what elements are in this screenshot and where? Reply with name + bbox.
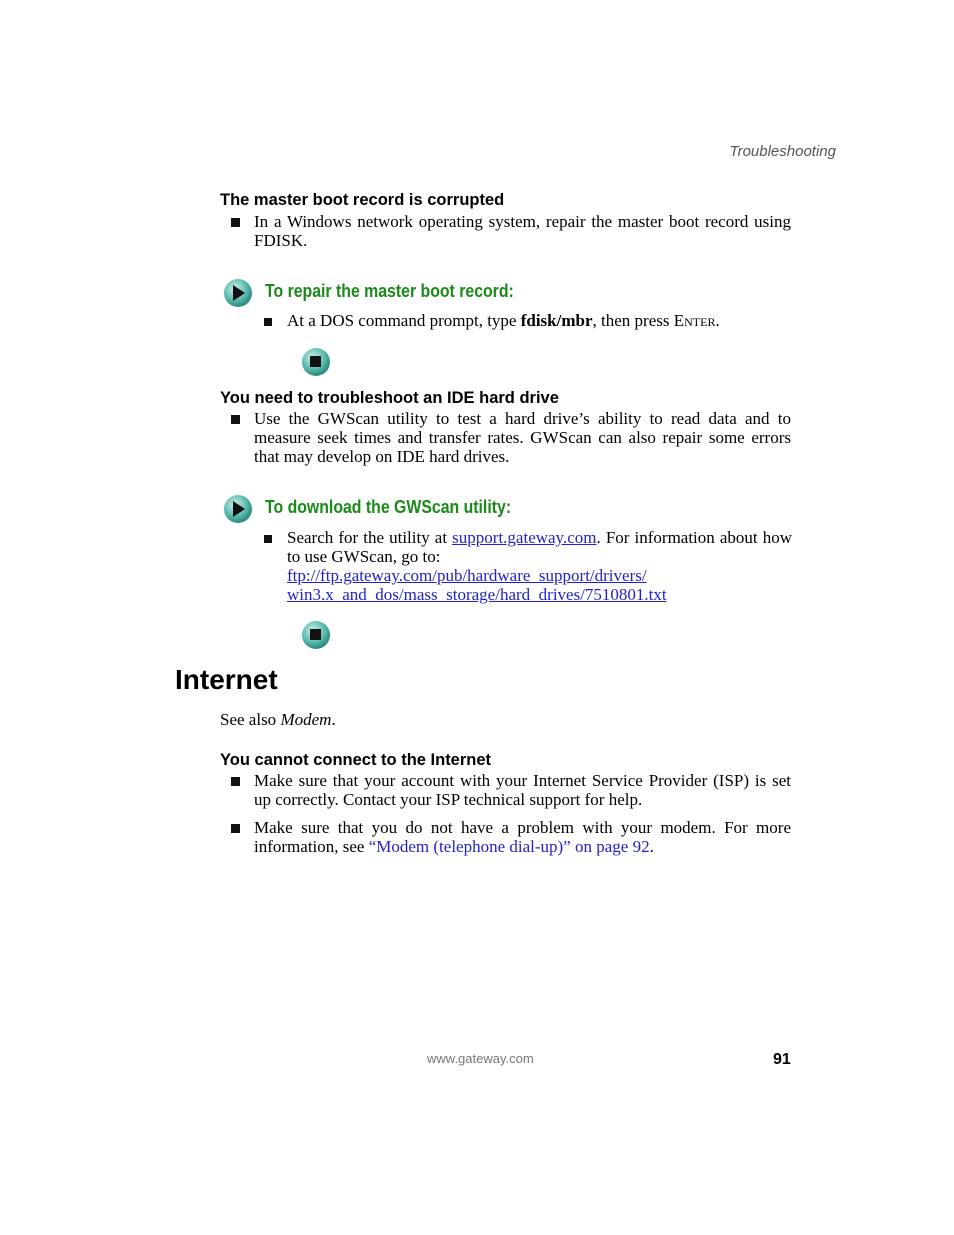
- page-section-title: Internet: [175, 664, 278, 695]
- play-arrow-icon: [222, 493, 254, 525]
- list-item-text: In a Windows network operating system, repair the master boot record using FDISK.: [254, 212, 791, 250]
- bullet-square-icon: [231, 824, 240, 833]
- list-item: [231, 409, 791, 469]
- command-text: fdisk/mbr: [520, 311, 593, 330]
- list-item: [231, 818, 791, 858]
- section-heading-mbr: The master boot record is corrupted: [220, 191, 505, 209]
- stop-square-icon: [300, 346, 332, 378]
- play-arrow-icon: [222, 277, 254, 309]
- running-header: Troubleshooting: [729, 143, 836, 160]
- list-item-text: Use the GWScan utility to test a hard drive’s ability to read data and to measure seek times and transfer rates. GWScan can also repair some errors that may develop on IDE hard drives.: [254, 409, 791, 466]
- procedure-header: [222, 493, 512, 523]
- modem-xref-link[interactable]: “Modem (telephone dial-up)” on page 92: [368, 837, 650, 856]
- stop-square-icon: [300, 619, 332, 651]
- key-name: ENTER: [673, 311, 716, 330]
- bullet-square-icon: [264, 535, 272, 543]
- list-item: [264, 528, 792, 608]
- procedure-title: To repair the master boot record:: [265, 281, 514, 301]
- section-heading-ide: You need to troubleshoot an IDE hard drive: [220, 389, 559, 407]
- see-also: See also Modem.: [220, 710, 336, 729]
- footer-url: www.gateway.com: [427, 1051, 534, 1066]
- list-item-text: At a DOS command prompt, type fdisk/mbr, then press ENTER.: [287, 311, 720, 330]
- list-item: [231, 212, 791, 252]
- support-link[interactable]: support.gateway.com: [452, 528, 597, 547]
- bullet-square-icon: [231, 415, 240, 424]
- bullet-square-icon: [231, 218, 240, 227]
- ftp-link-line2[interactable]: win3.x_and_dos/mass_storage/hard_drives/7510801.txt: [287, 585, 667, 604]
- list-item-text: Make sure that you do not have a problem with your modem. For more information, see “Modem (telephone dial-up)” on page 92.: [254, 818, 791, 856]
- procedure-title: To download the GWScan utility:: [265, 497, 512, 517]
- list-item: [264, 311, 792, 333]
- bullet-square-icon: [231, 777, 240, 786]
- bullet-square-icon: [264, 318, 272, 326]
- ftp-link-line1[interactable]: ftp://ftp.gateway.com/pub/hardware_support/drivers/: [287, 566, 647, 585]
- section-heading-internet: You cannot connect to the Internet: [220, 751, 492, 769]
- list-item-text: Make sure that your account with your Internet Service Provider (ISP) is set up correctly. Contact your ISP technical support for help.: [254, 771, 791, 809]
- procedure-header: [222, 277, 514, 307]
- see-also-term: Modem: [280, 710, 332, 729]
- list-item: [231, 771, 791, 811]
- page-number: 91: [773, 1051, 791, 1068]
- list-item-text: Search for the utility at support.gateway.com. For information about how to use GWScan, go to: ftp://ftp.gateway.com/pub/hardware_support/drivers/ win3.x_and_dos/mass_storage/hard_drives/7510801.txt: [287, 528, 793, 604]
